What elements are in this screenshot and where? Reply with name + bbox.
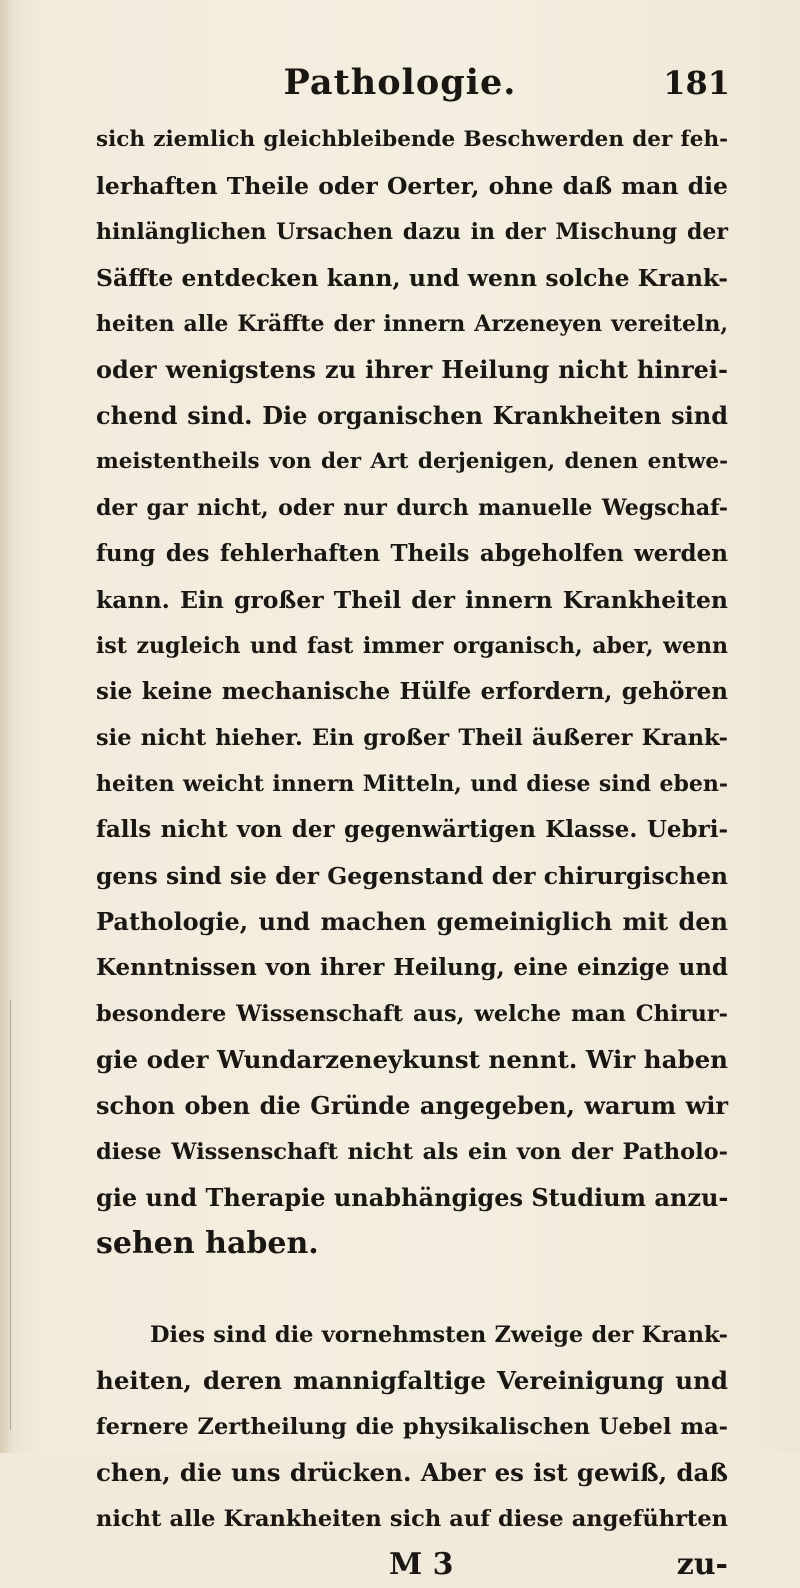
text-line: Säffte entdecken kann, und wenn solche Krank-: [96, 264, 728, 292]
page-gutter-shadow: [0, 0, 14, 1453]
text-line: falls nicht von der gegenwärtigen Klasse. Uebri-: [96, 816, 728, 843]
text-line: kann. Ein großer Theil der innern Krankheiten: [96, 586, 728, 614]
text-line: lerhaften Theile oder Oerter, ohne daß man die: [96, 172, 728, 200]
text-line: heiten, deren mannigfaltige Vereinigung und: [96, 1366, 728, 1395]
text-line: der gar nicht, oder nur durch manuelle Wegschaf-: [96, 495, 728, 521]
text-line: Pathologie, und machen gemeiniglich mit den: [96, 907, 728, 936]
text-line: hinlänglichen Ursachen dazu in der Mischung der: [96, 219, 728, 245]
text-line: fernere Zertheilung die physikalischen Uebel ma-: [96, 1414, 728, 1440]
text-line: heiten alle Kräffte der innern Arzeneyen vereiteln,: [96, 311, 728, 337]
text-line: sie nicht hieher. Ein großer Theil äußerer Krank-: [96, 725, 728, 751]
text-line: schon oben die Gründe angegeben, warum wir: [96, 1091, 728, 1120]
text-line: chend sind. Die organischen Krankheiten sind: [96, 401, 728, 430]
signature-mark: M 3: [389, 1547, 454, 1582]
text-line: diese Wissenschaft nicht als ein von der Patholo-: [96, 1139, 728, 1165]
text-line: chen, die uns drücken. Aber es ist gewiß, daß: [96, 1458, 728, 1487]
text-line: sie keine mechanische Hülfe erfordern, gehören: [96, 678, 728, 705]
page-header: [0, 50, 800, 110]
paragraph-2: [96, 1312, 728, 1542]
page-footer: [96, 1542, 728, 1588]
text-line: sehen haben.: [96, 1226, 319, 1261]
text-line: meistentheils von der Art derjenigen, denen entwe-: [96, 449, 728, 474]
text-line: gie oder Wundarzeneykunst nennt. Wir haben: [96, 1045, 728, 1074]
text-line: Kenntnissen von ihrer Heilung, eine einzige und: [96, 954, 728, 981]
text-line: sich ziemlich gleichbleibende Beschwerden der feh-: [96, 127, 728, 152]
text-line: Dies sind die vornehmsten Zweige der Krank-: [150, 1322, 728, 1348]
text-line: heiten weicht innern Mitteln, und diese sind eben-: [96, 771, 728, 797]
text-line: besondere Wissenschaft aus, welche man Chirur-: [96, 1001, 728, 1027]
body-text: [96, 117, 728, 1588]
text-line: oder wenigstens zu ihrer Heilung nicht hinrei-: [96, 355, 728, 384]
page-number: 181: [663, 64, 730, 102]
text-line: nicht alle Krankheiten sich auf diese angeführten: [96, 1506, 728, 1532]
text-line: ist zugleich und fast immer organisch, aber, wenn: [96, 633, 728, 659]
running-title: Pathologie.: [283, 62, 517, 103]
text-line: gie und Therapie unabhängiges Studium anzu-: [96, 1183, 729, 1212]
paragraph-gap: [96, 1267, 728, 1312]
catchword: zu-: [676, 1547, 728, 1582]
paragraph-1: [96, 117, 728, 1267]
text-line: fung des fehlerhaften Theils abgeholfen werden: [96, 540, 728, 567]
text-line: gens sind sie der Gegenstand der chirurgischen: [96, 862, 728, 890]
margin-line: [10, 1000, 11, 1430]
